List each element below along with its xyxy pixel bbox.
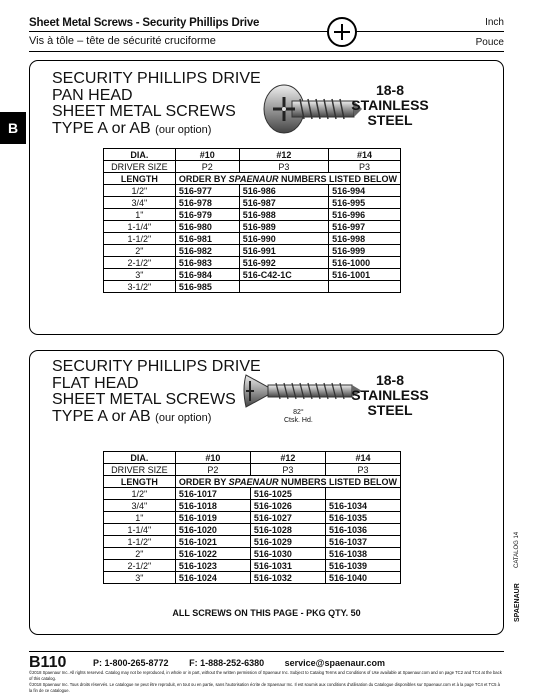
driver-size: P3: [239, 161, 328, 173]
size-header: #14: [329, 149, 401, 161]
table-row: 3/4" 516-978 516-987 516-995: [104, 197, 401, 209]
table-row: 2-1/2" 516-983 516-992 516-1000: [104, 257, 401, 269]
flat-head-table: [103, 451, 401, 584]
catalog-label: CATALOG 14: [514, 531, 520, 568]
brand-logo: SPAENAUR: [514, 583, 521, 622]
driver-size: P2: [175, 161, 239, 173]
size-header: #12: [250, 452, 325, 464]
order-note: ORDER BY SPAENAUR NUMBERS LISTED BELOW: [175, 173, 400, 185]
flat-head-title: SECURITY PHILLIPS DRIVE FLAT HEAD SHEET METAL SCREWS TYPE A or AB (our option): [52, 358, 261, 425]
security-phillips-drive-icon: [327, 17, 357, 47]
driver-size: P3: [325, 464, 400, 476]
table-row: 1-1/4" 516-1020 516-1028 516-1036: [104, 524, 401, 536]
header-divider-bottom: [29, 51, 504, 52]
order-note: ORDER BY SPAENAUR NUMBERS LISTED BELOW: [175, 476, 400, 488]
driver-size-label: DRIVER SIZE: [104, 161, 176, 173]
table-row: 1-1/4" 516-980 516-989 516-997: [104, 221, 401, 233]
fax-number: F: 1-888-252-6380: [189, 658, 265, 668]
pan-head-title: SECURITY PHILLIPS DRIVE PAN HEAD SHEET METAL SCREWS TYPE A or AB (our option): [52, 70, 261, 137]
length-header: LENGTH: [104, 173, 176, 185]
pan-head-material: 18-8 STAINLESS STEEL: [351, 82, 429, 128]
size-header: #10: [175, 149, 239, 161]
table-row: 1-1/2" 516-1021 516-1029 516-1037: [104, 536, 401, 548]
dia-header: DIA.: [104, 149, 176, 161]
unit-label: Inch: [485, 17, 504, 28]
contact-line: [93, 658, 403, 668]
size-header: #12: [239, 149, 328, 161]
table-row: 2" 516-982 516-991 516-999: [104, 245, 401, 257]
table-row: 3-1/2" 516-985: [104, 281, 401, 293]
unit-label-fr: Pouce: [475, 37, 504, 48]
table-row: 1/2" 516-1017 516-1025: [104, 488, 401, 500]
angle-note: 82° Ctsk. Hd.: [284, 409, 313, 424]
flat-head-material: 18-8 STAINLESS STEEL: [351, 372, 429, 418]
table-row: 2-1/2" 516-1023 516-1031 516-1039: [104, 560, 401, 572]
driver-size: P3: [250, 464, 325, 476]
length-header: LENGTH: [104, 476, 176, 488]
driver-size-label: DRIVER SIZE: [104, 464, 176, 476]
table-row: 1" 516-1019 516-1027 516-1035: [104, 512, 401, 524]
driver-size: P3: [329, 161, 401, 173]
size-header: #14: [325, 452, 400, 464]
pan-head-section: [29, 60, 504, 335]
table-row: 3" 516-1024 516-1032 516-1040: [104, 572, 401, 584]
phone-number: P: 1-800-265-8772: [93, 658, 169, 668]
dia-header: DIA.: [104, 452, 176, 464]
page-title: Sheet Metal Screws - Security Phillips Drive: [29, 17, 260, 29]
flat-head-section: [29, 350, 504, 635]
table-row: 3/4" 516-1018 516-1026 516-1034: [104, 500, 401, 512]
package-quantity-note: ALL SCREWS ON THIS PAGE - PKG QTY. 50: [172, 608, 361, 618]
table-row: 3" 516-984 516-C42-1C 516-1001: [104, 269, 401, 281]
table-row: 2" 516-1022 516-1030 516-1038: [104, 548, 401, 560]
footer-divider: [29, 651, 504, 652]
email-link[interactable]: service@spaenaur.com: [284, 658, 385, 668]
page-subtitle-fr: Vis à tôle – tête de sécurité cruciforme: [29, 35, 216, 47]
header-divider: [29, 31, 504, 32]
driver-size: P2: [175, 464, 250, 476]
section-tab: B: [0, 112, 26, 144]
pan-head-table: [103, 148, 401, 293]
size-header: #10: [175, 452, 250, 464]
table-row: 1-1/2" 516-981 516-990 516-998: [104, 233, 401, 245]
copyright-notice: ©2018 Spaenaur Inc. All rights reserved. Catalog may not be reproduced, in whole or in part, without the written permission of Spaenaur Inc. Subject to Catalog Terms and Conditions of Use available at Spaenaur.com and on page TC2 and TC4 at the back of this catalog. ©2018 Spaenaur Inc. Tous droits réservés. Le catalogue ne peut être reproduit, en tout ou en partie, sans l'autorisation écrite de Spaenaur Inc. Il est soumis aux conditions d'utilisation du Catalogue disponibles sur Spaenaur.com et à la page TC4 et TC5 à la fin de ce catalogue.: [29, 670, 502, 693]
table-row: 1" 516-979 516-988 516-996: [104, 209, 401, 221]
table-row: 1/2" 516-977 516-986 516-994: [104, 185, 401, 197]
page-number: B110: [29, 654, 67, 671]
